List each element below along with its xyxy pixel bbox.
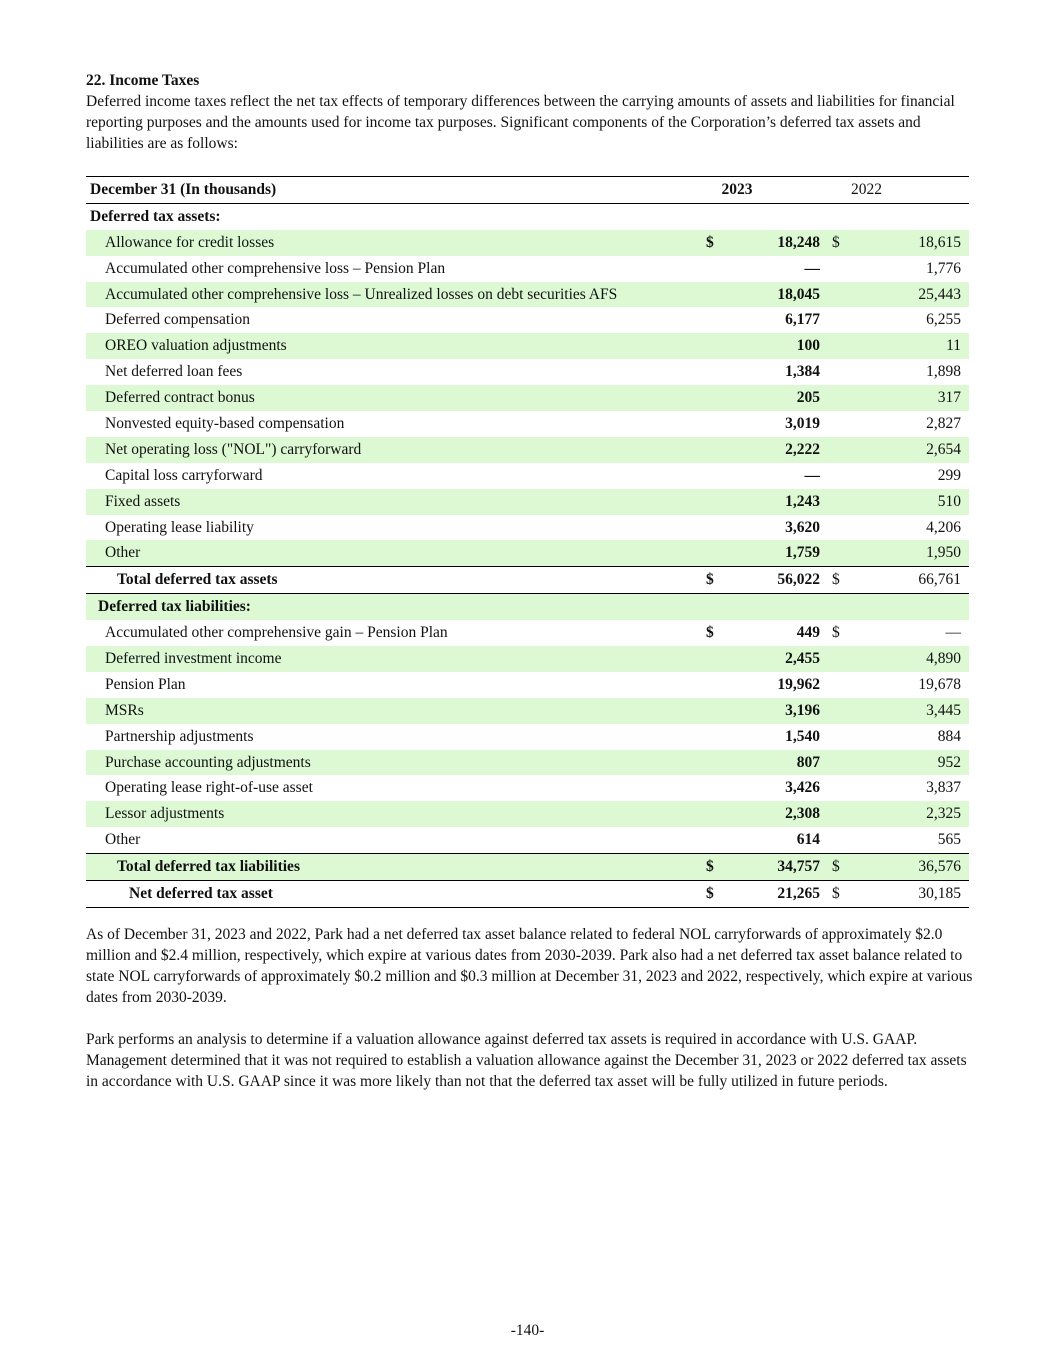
asset-row	[86, 411, 969, 437]
value-2023: 1,384	[785, 363, 820, 381]
value-2022: 3,837	[926, 779, 961, 797]
currency-2022	[828, 256, 850, 282]
value-2023: 100	[724, 333, 828, 359]
header-label: December 31 (In thousands)	[86, 177, 702, 204]
value-2022: 66,761	[850, 567, 969, 594]
currency-2023	[702, 411, 724, 437]
value-2023: 3,196	[724, 698, 828, 724]
value-2023: 807	[724, 750, 828, 776]
currency-2023	[702, 333, 724, 359]
value-2023: 1,540	[785, 727, 820, 745]
liability-row	[86, 801, 969, 827]
currency-2023: $	[702, 854, 724, 881]
liability-row	[86, 724, 969, 750]
value-2022: 4,890	[850, 646, 969, 672]
row-label: Accumulated other comprehensive loss – Pension Plan	[105, 259, 446, 277]
asset-row	[86, 385, 969, 411]
row-label: MSRs	[86, 698, 702, 724]
row-label: Total deferred tax assets	[86, 567, 702, 594]
currency-2023	[702, 801, 724, 827]
currency-2022	[828, 698, 850, 724]
currency-2022	[828, 775, 850, 801]
asset-row	[86, 515, 969, 541]
currency-2023	[702, 724, 724, 750]
section-heading: 22. Income Taxes	[86, 72, 200, 89]
liabilities-heading-row	[86, 594, 969, 620]
value-2023: 3,620	[785, 518, 820, 536]
currency-2022	[828, 750, 850, 776]
value-2023: 1,759	[724, 540, 828, 566]
value-2023: 3,426	[785, 779, 820, 797]
nol-paragraph: As of December 31, 2023 and 2022, Park had a net deferred tax asset balance related to federal NOL carryforwards of approximately $2.0 million and $2.4 million, respectively, which expire at various dates from 2030-2039. Park also had a net deferred tax asset balance related to state NOL carryforwards of approximately $0.2 million and $0.3 million at December 31, 2023 and 2022, respectively, which expire at various dates from 2030-2039.	[86, 926, 973, 1006]
currency-2023	[702, 646, 724, 672]
row-label: Other	[105, 831, 141, 849]
currency-2022: $	[828, 854, 850, 881]
currency-2023	[702, 463, 724, 489]
liability-row	[86, 672, 969, 698]
liabilities-heading: Deferred tax liabilities:	[86, 594, 702, 620]
currency-2022	[828, 359, 850, 385]
value-2022: 2,827	[926, 414, 961, 432]
row-label: Deferred contract bonus	[86, 385, 702, 411]
row-label: OREO valuation adjustments	[86, 333, 702, 359]
asset-row	[86, 463, 969, 489]
row-label: Pension Plan	[105, 675, 186, 693]
value-2023: 18,045	[724, 282, 828, 308]
asset-row	[86, 540, 969, 566]
currency-2022	[828, 540, 850, 566]
row-label: Deferred investment income	[86, 646, 702, 672]
asset-row	[86, 307, 969, 333]
value-2023: 18,248	[724, 230, 828, 256]
currency-2023	[702, 775, 724, 801]
value-2022: 317	[850, 385, 969, 411]
row-label: Partnership adjustments	[105, 727, 254, 745]
row-label: Capital loss carryforward	[105, 466, 263, 484]
currency-2023	[702, 437, 724, 463]
currency-2023	[702, 489, 724, 515]
currency-2023: $	[702, 230, 724, 256]
value-2022: —	[945, 624, 961, 642]
currency-2022	[828, 463, 850, 489]
value-2023: —	[804, 259, 820, 277]
assets-heading: Deferred tax assets:	[90, 207, 221, 225]
asset-row	[86, 333, 969, 359]
row-label: Nonvested equity-based compensation	[105, 414, 345, 432]
value-2023: 2,222	[724, 437, 828, 463]
asset-row	[86, 437, 969, 463]
value-2023: 1,243	[724, 489, 828, 515]
value-2022: 30,185	[850, 881, 969, 908]
row-label: Net operating loss ("NOL") carryforward	[86, 437, 702, 463]
liability-row	[86, 646, 969, 672]
value-2023: 19,962	[777, 675, 820, 693]
currency-2022: $	[832, 624, 840, 642]
currency-2023	[702, 515, 724, 541]
total-liabilities-row	[86, 854, 969, 881]
total-assets-row	[86, 567, 969, 594]
currency-2022	[828, 801, 850, 827]
currency-2022	[828, 646, 850, 672]
table-header-row	[86, 177, 969, 204]
row-label: Fixed assets	[86, 489, 702, 515]
currency-2023	[702, 385, 724, 411]
value-2023: 2,308	[724, 801, 828, 827]
value-2022: 1,898	[926, 363, 961, 381]
net-deferred-row	[86, 881, 969, 908]
value-2022: 952	[850, 750, 969, 776]
row-label: Lessor adjustments	[86, 801, 702, 827]
row-label: Operating lease right-of-use asset	[105, 779, 313, 797]
value-2022: 6,255	[926, 311, 961, 329]
currency-2023	[702, 750, 724, 776]
value-2023: 21,265	[724, 881, 828, 908]
currency-2023: $	[702, 567, 724, 594]
value-2023: 6,177	[785, 311, 820, 329]
deferred-tax-table	[86, 176, 969, 908]
row-label: Net deferred loan fees	[105, 363, 243, 381]
currency-2022	[828, 385, 850, 411]
value-2022: 1,950	[850, 540, 969, 566]
currency-2022: $	[828, 230, 850, 256]
value-2023: 2,455	[724, 646, 828, 672]
row-label: Operating lease liability	[105, 518, 254, 536]
value-2022: 2,325	[850, 801, 969, 827]
row-label: Total deferred tax liabilities	[86, 854, 702, 881]
currency-2023	[702, 540, 724, 566]
value-2022: 884	[937, 727, 961, 745]
value-2022: 4,206	[926, 518, 961, 536]
value-2022: 3,445	[850, 698, 969, 724]
currency-2022	[828, 307, 850, 333]
row-label: Other	[86, 540, 702, 566]
notes	[86, 924, 976, 1113]
currency-2022	[828, 489, 850, 515]
row-label: Purchase accounting adjustments	[86, 750, 702, 776]
value-2022: 510	[850, 489, 969, 515]
row-label: Net deferred tax asset	[86, 881, 702, 908]
currency-2023	[702, 282, 724, 308]
liability-row	[86, 620, 969, 646]
asset-row	[86, 230, 969, 256]
value-2022: 1,776	[926, 259, 961, 277]
value-2022: 565	[937, 831, 961, 849]
header-year-2022: 2022	[828, 177, 969, 204]
currency-2022	[828, 411, 850, 437]
currency-2023: $	[702, 881, 724, 908]
value-2023: 34,757	[724, 854, 828, 881]
asset-row	[86, 359, 969, 385]
currency-2022	[828, 827, 850, 853]
value-2023: 614	[796, 831, 820, 849]
row-label: Allowance for credit losses	[86, 230, 702, 256]
value-2022: 18,615	[850, 230, 969, 256]
liability-row	[86, 698, 969, 724]
currency-2023	[702, 827, 724, 853]
liability-row	[86, 827, 969, 853]
value-2022: 299	[937, 466, 961, 484]
currency-2023	[702, 359, 724, 385]
row-label: Accumulated other comprehensive loss – Unrealized losses on debt securities AFS	[86, 282, 702, 308]
currency-2023	[702, 698, 724, 724]
valuation-paragraph: Park performs an analysis to determine if a valuation allowance against deferred tax assets is required in accordance with U.S. GAAP. Management determined that it was not required to establish a valuation allowance against the December 31, 2023 or 2022 deferred tax assets in accordance with U.S. GAAP since it was more likely than not that the deferred tax asset will be fully utilized in future periods.	[86, 1031, 967, 1090]
value-2023: 56,022	[724, 567, 828, 594]
liability-row	[86, 750, 969, 776]
row-label: Deferred compensation	[105, 311, 251, 329]
value-2022: 11	[850, 333, 969, 359]
currency-2022	[828, 437, 850, 463]
value-2023: 449	[796, 624, 820, 642]
currency-2023	[702, 672, 724, 698]
table-body	[86, 177, 969, 908]
currency-2022	[828, 282, 850, 308]
currency-2022	[828, 672, 850, 698]
value-2022: 19,678	[918, 675, 961, 693]
currency-2022	[828, 515, 850, 541]
asset-row	[86, 282, 969, 308]
liability-row	[86, 775, 969, 801]
value-2022: 25,443	[850, 282, 969, 308]
row-label: Accumulated other comprehensive gain – Pension Plan	[105, 624, 448, 642]
currency-2022: $	[828, 567, 850, 594]
value-2022: 2,654	[850, 437, 969, 463]
currency-2022: $	[828, 881, 850, 908]
currency-2022	[828, 724, 850, 750]
value-2023: 3,019	[785, 414, 820, 432]
currency-2023	[702, 307, 724, 333]
currency-2023: $	[706, 624, 714, 642]
page-number: -140-	[510, 1322, 545, 1339]
header-year-2023: 2023	[702, 177, 828, 204]
currency-2023	[702, 256, 724, 282]
value-2022: 36,576	[850, 854, 969, 881]
asset-row	[86, 489, 969, 515]
intro-paragraph: Deferred income taxes reflect the net tax effects of temporary differences between the carrying amounts of assets and liabilities for financial reporting purposes and the amounts used for income tax purposes. Significant components of the Corporation’s deferred tax assets and liabilities are as follows:	[86, 93, 955, 152]
value-2023: —	[804, 466, 820, 484]
assets-heading-row	[86, 203, 969, 229]
currency-2022	[828, 333, 850, 359]
asset-row	[86, 256, 969, 282]
value-2023: 205	[724, 385, 828, 411]
section-header	[86, 70, 969, 154]
